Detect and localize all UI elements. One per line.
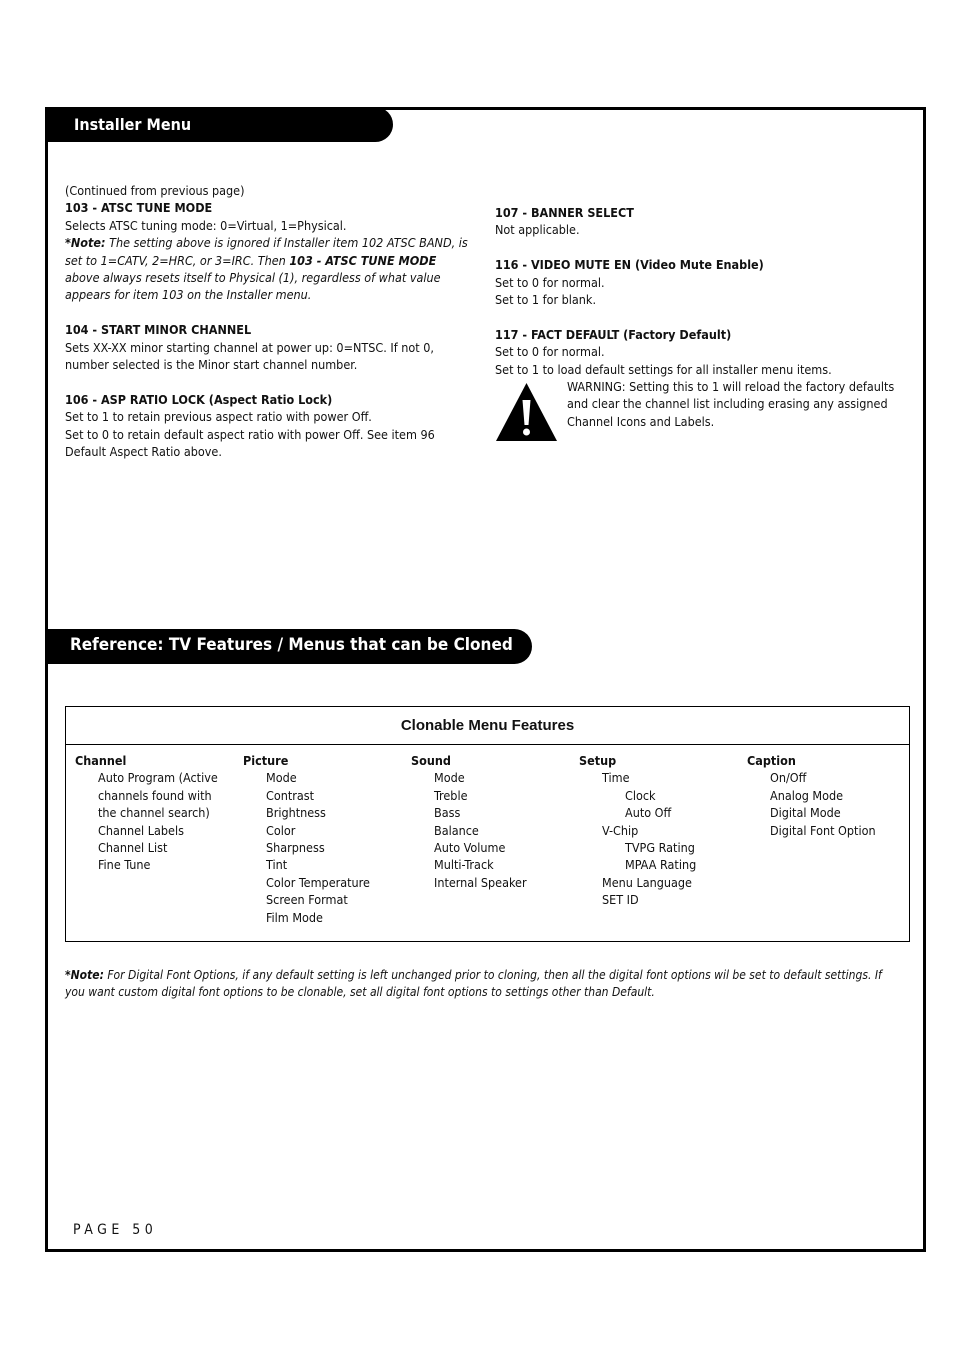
item-107-heading: 107 - BANNER SELECT [495, 205, 634, 220]
channel-column [75, 752, 235, 874]
list-item: Contrast [266, 787, 315, 803]
item-106-line1: Set to 1 to retain previous aspect ratio with power Off. [65, 409, 372, 425]
item-103-desc: Selects ATSC tuning mode: 0=Virtual, 1=Physical. [65, 217, 347, 233]
item-104-heading: 104 - START MINOR CHANNEL [65, 322, 252, 338]
item-117-line2: Set to 1 to load default settings for all installer menu items. [495, 361, 832, 377]
list-item: Sharpness [266, 840, 325, 856]
item-106-heading: 106 - ASP RATIO LOCK (Aspect Ratio Lock) [65, 391, 333, 407]
item-116-line2: Set to 1 for blank. [495, 292, 597, 308]
list-item: Mode [434, 770, 465, 786]
list-item: Color [266, 822, 296, 838]
clonable-features-table [65, 706, 910, 942]
list-item: Auto Volume [434, 840, 506, 856]
list-item: channels found with [98, 787, 212, 803]
list-item: Color Temperature [266, 874, 370, 890]
caption-column [747, 752, 907, 839]
list-item: Channel Labels [98, 822, 184, 838]
item-116-heading: 116 - VIDEO MUTE EN (Video Mute Enable) [495, 257, 764, 273]
picture-column [243, 752, 403, 926]
installer-menu-heading: Installer Menu [45, 107, 393, 142]
list-item: V-Chip [602, 822, 639, 838]
item-104-desc: Sets XX-XX minor starting channel at power up: 0=NTSC. If not 0, number selected is the Minor start channel number. [65, 339, 434, 373]
caption-heading: Caption [747, 753, 796, 768]
item-103-note [65, 234, 470, 304]
table-title: Clonable Menu Features [66, 707, 909, 745]
list-item: Channel List [98, 840, 168, 856]
page-number: PAGE 50 [73, 1222, 158, 1238]
list-subitem: MPAA Rating [625, 857, 697, 873]
item-116-line1: Set to 0 for normal. [495, 274, 605, 290]
list-item: Digital Font Option [770, 822, 876, 838]
warning-text: WARNING: Setting this to 1 will reload the factory defaults and clear the channel list including erasing any assigned Channel Icons and Labels. [567, 379, 895, 429]
note-text-c: above always resets itself to Physical (1), regardless of what value appears for item 103 on the Installer menu. [65, 270, 441, 303]
setup-column [579, 752, 739, 909]
reference-heading: Reference: TV Features / Menus that can be Cloned [45, 629, 532, 664]
note-text-b: 103 - ATSC TUNE MODE [289, 252, 437, 268]
item-117-line1: Set to 0 for normal. [495, 344, 605, 360]
item-103-heading: 103 - ATSC TUNE MODE [65, 200, 213, 216]
list-item: Auto Program (Active [98, 770, 218, 786]
list-subitem: TVPG Rating [625, 840, 695, 856]
item-117-heading: 117 - FACT DEFAULT (Factory Default) [495, 326, 732, 342]
footnote-text: For Digital Font Options, if any default setting is left unchanged prior to cloning, then all the digital font options wil be set to default settings. If you want custom digital font options to be clonable, set all digital font options to settings other than Default. [65, 968, 882, 1000]
list-item: Screen Format [266, 892, 348, 908]
picture-heading: Picture [243, 753, 289, 768]
installer-left-column [65, 182, 470, 460]
list-item: Balance [434, 822, 479, 838]
warning-icon [495, 382, 558, 442]
list-item: Mode [266, 770, 297, 786]
list-item: Time [602, 770, 630, 786]
item-107-desc: Not applicable. [495, 222, 580, 238]
list-item: Menu Language [602, 874, 692, 890]
sound-column [411, 752, 571, 891]
list-item: Bass [434, 805, 461, 821]
note-label: *Note: [65, 235, 106, 251]
channel-heading: Channel [75, 753, 127, 768]
list-item: On/Off [770, 770, 807, 786]
list-item: Multi-Track [434, 857, 494, 873]
note-text-a: The setting above is ignored if Installer item 102 ATSC BAND, is set to 1=CATV, 2=HRC, or 3=IRC. Then [65, 235, 468, 268]
list-item: Brightness [266, 805, 326, 821]
list-item: Analog Mode [770, 787, 844, 803]
sound-heading: Sound [411, 753, 451, 768]
setup-heading: Setup [579, 753, 617, 768]
item-106-line2: Set to 0 to retain default aspect ratio with power Off. See item 96 Default Aspect Ratio above. [65, 426, 435, 460]
list-item: Treble [434, 787, 468, 803]
list-item: SET ID [602, 892, 639, 908]
list-item: the channel search) [98, 805, 210, 821]
installer-right-column [495, 204, 905, 430]
list-item: Internal Speaker [434, 874, 527, 890]
footnote-label: *Note: [65, 968, 104, 982]
list-item: Film Mode [266, 909, 323, 925]
list-subitem: Auto Off [625, 805, 672, 821]
digital-font-footnote [65, 967, 895, 1002]
list-subitem: Clock [625, 787, 656, 803]
list-item: Tint [266, 857, 288, 873]
list-item: Fine Tune [98, 857, 151, 873]
list-item: Digital Mode [770, 805, 841, 821]
continued-note: (Continued from previous page) [65, 183, 245, 198]
warning-block [495, 378, 905, 430]
